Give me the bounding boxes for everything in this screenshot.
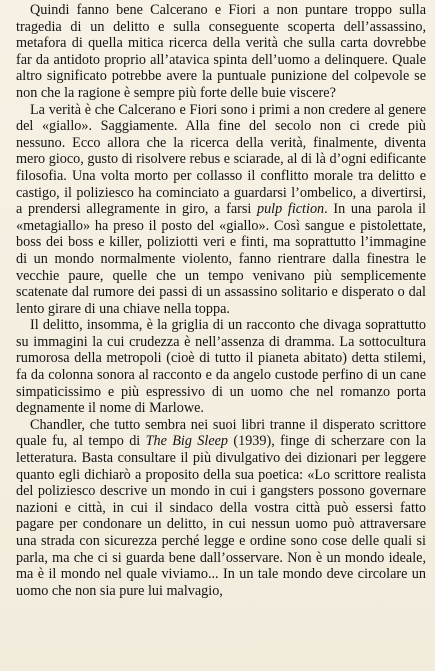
- paragraph-2-italic-term: pulp fiction: [256, 201, 325, 218]
- paragraph-1: [16, 2, 426, 102]
- body-text: [16, 2, 426, 599]
- paragraph-4-italic-title: The Big Sleep: [145, 433, 229, 450]
- paragraph-2: [16, 102, 426, 318]
- paragraph-2-text-after-italic: . In una parola il «metagiallo» ha preso il posto del «giallo». Così sangue e pistolettate, boss dei boss e killer, poliziotti veri e finti, ma soprattutto l’immagine di un mondo normalmente violento, fanno rientrare dalla finestra le vecchie paure, quelle che un tempo venivano più semplicemente scatenate dal rumore dei passi di un assassino solitario e disperato o dal lento girare di una chiave nella toppa.: [16, 201, 426, 317]
- paragraph-3: [16, 317, 426, 417]
- paragraph-4: [16, 417, 426, 600]
- paragraph-2-text-before-italic: La verità è che Calcerano e Fiori sono i primi a non credere al genere del «giallo». Saggiamente. Alla fine del secolo non ci crede più nessuno. Ecco allora che la ricerca della verità, finalmente, diventa mero gioco, gusto di risolvere rebus e sciarade, al di là d’ogni edificante filosofia. Una volta morto per collasso il conflitto morale tra delitto e castigo, il poliziesco ha cominciato a guardarsi l’ombelico, a divertirsi, a prendersi allegramente in giro, a farsi: [16, 101, 426, 218]
- paragraph-3-text: Il delitto, insomma, è la griglia di un racconto che divaga soprattutto su immagini la cui crudezza è nell’assenza di dramma. La sottocultura rumorosa della metropoli (cioè di tutto il pianeta abitato) detta stilemi, fa da colonna sonora al racconto e da angelo custode perfino di un cane simpaticissimo e più espressivo di un uomo che nel romanzo porta degnamente il nome di Marlowe.: [16, 317, 426, 417]
- paragraph-1-text: Quindi fanno bene Calcerano e Fiori a non puntare troppo sulla tragedia di un delitto e sulla conseguente scoperta dell’assassino, metafora di quella mitica ricerca della verità che sulla carta dovrebbe far da antidoto proprio all’atavica spinta dell’uomo a delinquere. Quale altro significato potrebbe avere la puntuale punizione del colpevole se non che la ragione è sempre più forte delle buie viscere?: [16, 2, 426, 101]
- paragraph-4-text-before-italic: Chandler, che tutto sembra nei suoi libri tranne il disperato scrittore quale fu, al tempo di: [16, 416, 426, 450]
- paragraph-4-text-after-italic: (1939), finge di scherzare con la letteratura. Basta consultare il più divulgativo dei dizionari per leggere quanto egli dichiarò a proposito della sua poetica: «Lo scrittore realista del poliziesco descrive un mondo in cui i gangsters possono governare nazioni e città, in cui il sindaco della vostra città può essersi fatto pagare per condonare un delitto, in cui nessun uomo può attraversare una strada con sicurezza perché legge e ordine sono cose delle quali si parla, ma che ci si guarda bene dall’osservare. Non è un mondo ideale, ma è il mondo nel quale viviamo... In un tale mondo deve circolare un uomo che non sia pure lui malvagio,: [16, 433, 426, 599]
